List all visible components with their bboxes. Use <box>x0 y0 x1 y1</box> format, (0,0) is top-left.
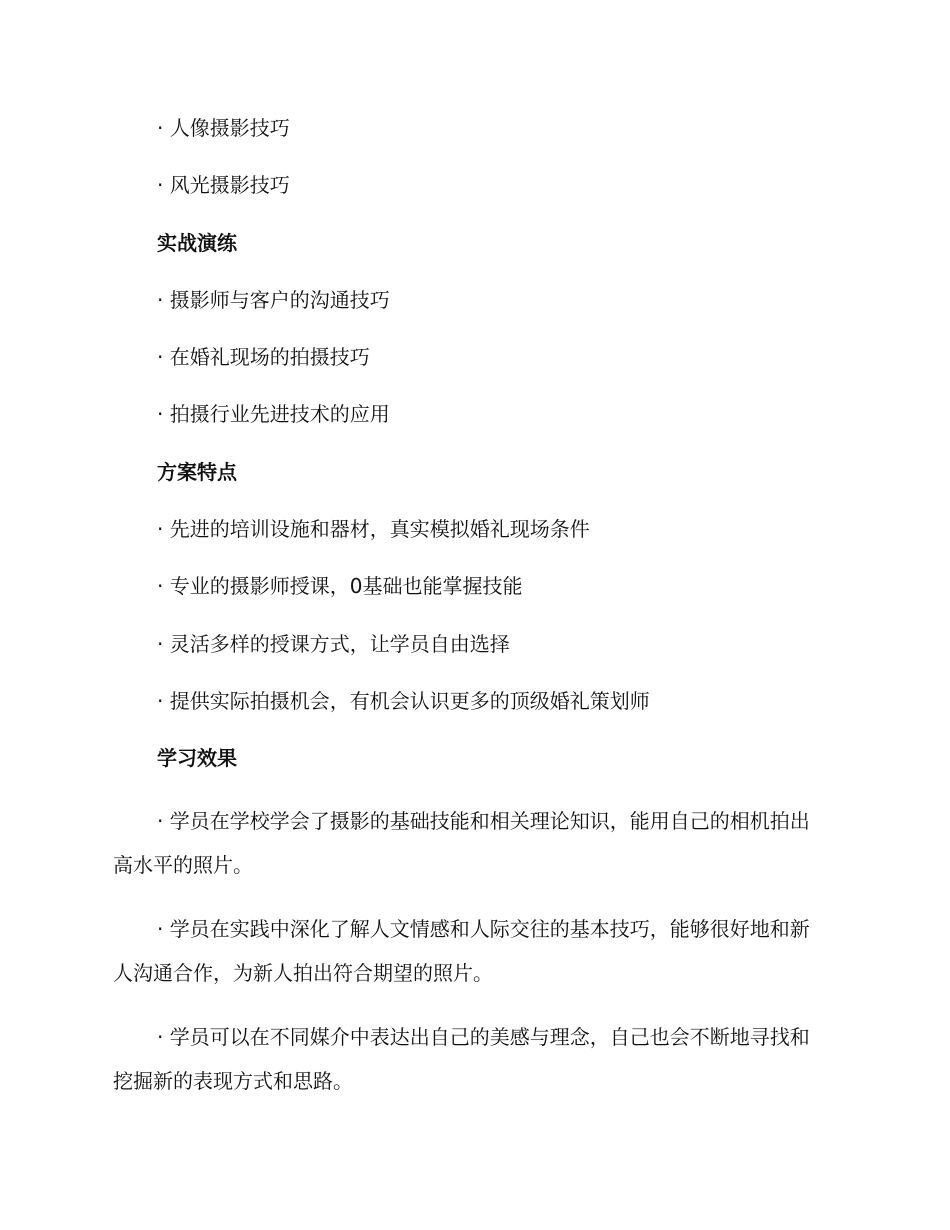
list-item-portrait: · 人像摄影技巧 <box>157 116 290 140</box>
section-heading-practice: 实战演练 <box>157 230 237 255</box>
section-heading-outcomes: 学习效果 <box>157 746 237 771</box>
list-item-teachers: · 专业的摄影师授课，0基础也能掌握技能 <box>157 574 523 599</box>
section-heading-features: 方案特点 <box>157 459 237 484</box>
paragraph-outcome-skills: · 学员在学校学会了摄影的基础技能和相关理论知识，能用自己的相机拍出高水平的照片。 <box>113 808 810 877</box>
paragraph-outcome-communication: · 学员在实践中深化了解人文情感和人际交往的基本技巧，能够很好地和新人沟通合作，为新人拍出符合期望的照片。 <box>113 916 810 985</box>
list-item-onsite: · 在婚礼现场的拍摄技巧 <box>157 345 370 370</box>
list-item-flexible: · 灵活多样的授课方式，让学员自由选择 <box>157 631 510 656</box>
list-item-communication: · 摄影师与客户的沟通技巧 <box>157 287 390 312</box>
list-item-landscape: · 风光摄影技巧 <box>157 173 290 198</box>
paragraph-outcome-expression: · 学员可以在不同媒介中表达出自己的美感与理念，自己也会不断地寻找和挖掘新的表现方式和思路。 <box>113 1024 810 1093</box>
list-item-facilities: · 先进的培训设施和器材，真实模拟婚礼现场条件 <box>157 517 590 542</box>
list-item-technology: · 拍摄行业先进技术的应用 <box>157 402 390 427</box>
list-item-opportunity: · 提供实际拍摄机会，有机会认识更多的顶级婚礼策划师 <box>157 688 650 713</box>
